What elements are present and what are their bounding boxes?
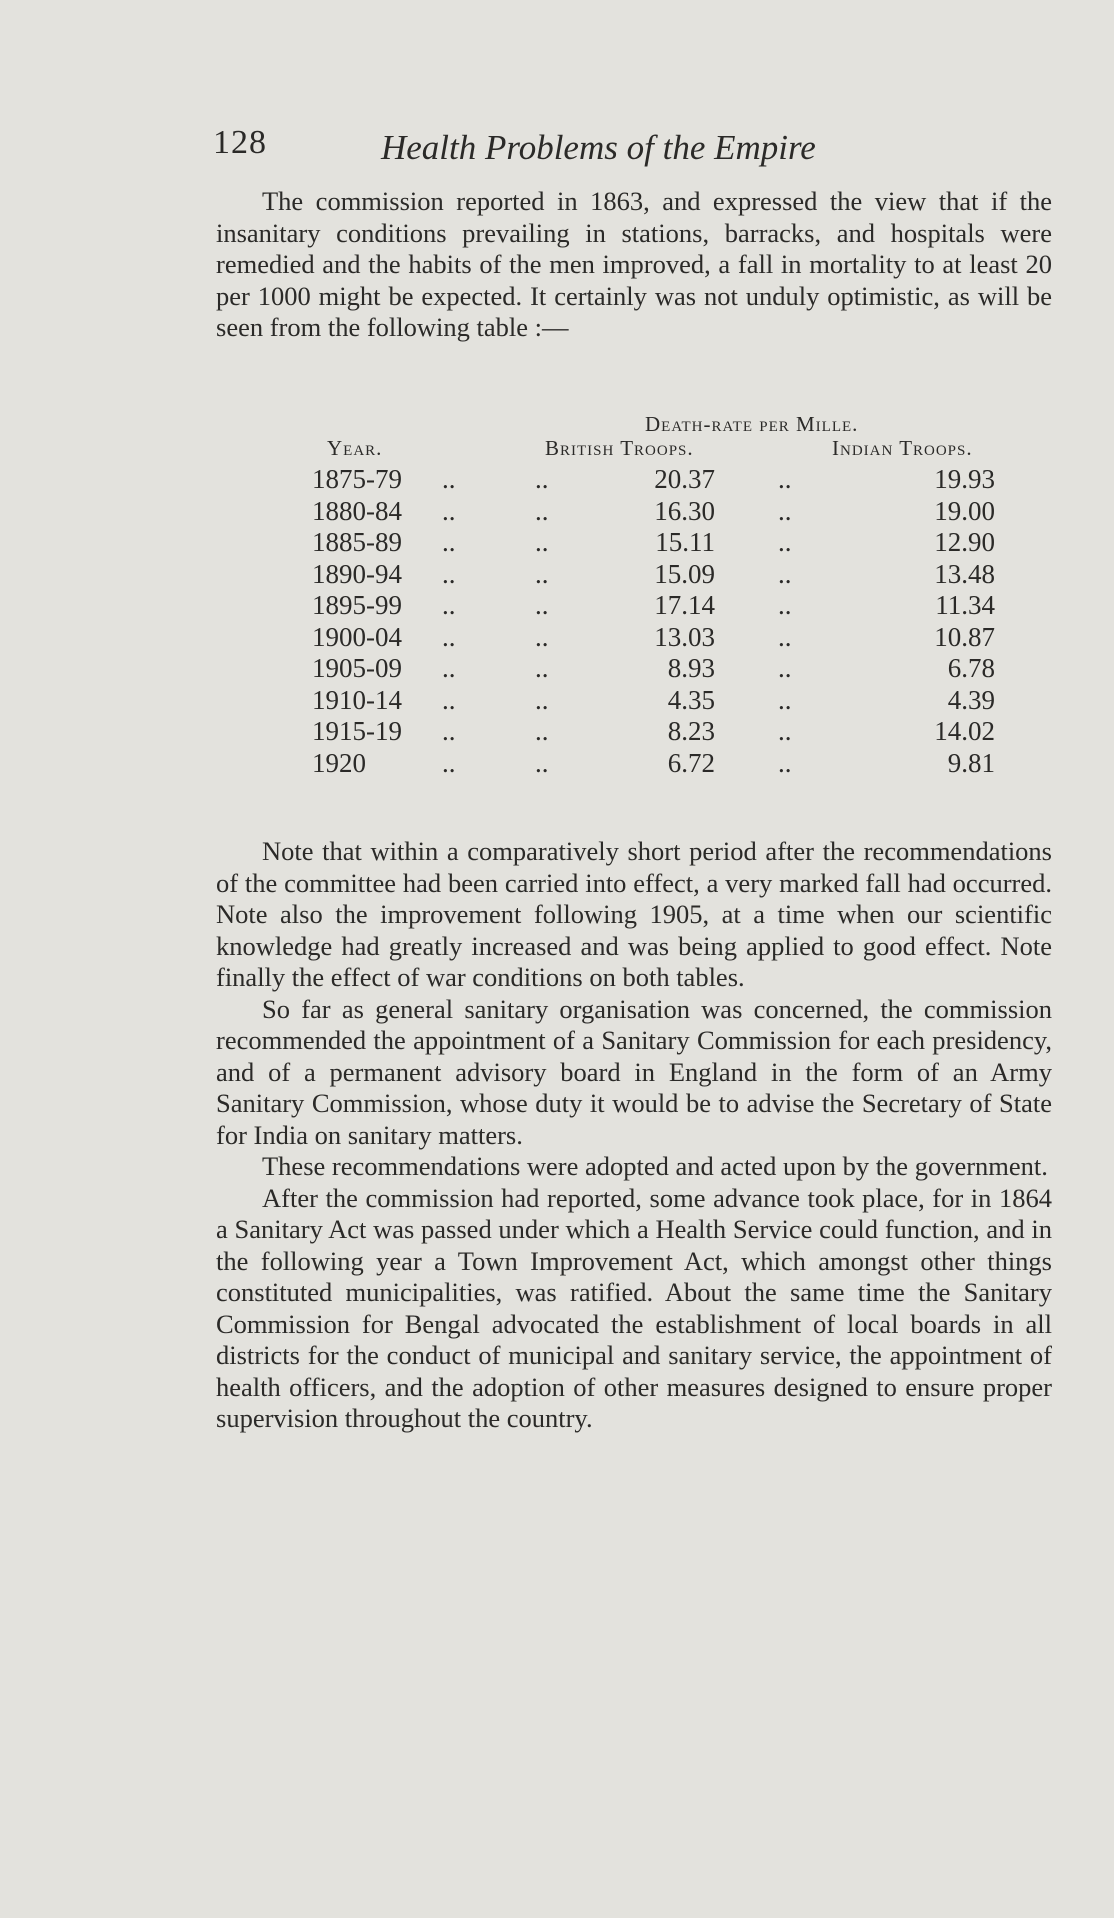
year-cell: 1890-94 xyxy=(312,558,402,589)
british-rate-cell: 6.72 xyxy=(667,747,715,778)
indian-rate-cell: 13.48 xyxy=(934,558,995,589)
leader-dots: .. xyxy=(442,716,456,746)
british-rate-cell: 15.11 xyxy=(655,527,715,557)
year-cell: 1920 xyxy=(312,747,366,778)
table-row xyxy=(215,716,1055,748)
year-cell: 1880-84 xyxy=(312,495,402,526)
leader-dots: .. xyxy=(442,621,456,652)
leader-dots: .. xyxy=(442,527,456,557)
indian-rate-cell: 6.78 xyxy=(947,653,995,683)
leader-dots: .. xyxy=(535,653,549,683)
indian-rate-cell: 10.87 xyxy=(934,621,995,652)
british-rate-cell: 4.35 xyxy=(667,684,715,715)
table-row xyxy=(215,464,1055,496)
indian-rate-cell: 12.90 xyxy=(934,527,995,557)
table-row xyxy=(215,559,1055,591)
running-title: Health Problems of the Empire xyxy=(381,128,816,167)
leader-dots: .. xyxy=(442,464,456,494)
leader-dots: .. xyxy=(535,716,549,746)
paragraph: So far as general sanitary organisation was concerned, the commission recommended the appointment of a Sanitary Commission for each presidency, and of a permanent advisory board in England in the form of an Army Sanitary Commission, whose duty it would be to advise the Secretary of State for India on sanitary matters. xyxy=(216,993,1052,1150)
leader-dots: .. xyxy=(778,747,792,778)
paragraph: After the commission had reported, some advance took place, for in 1864 a Sanitary Act was passed under which a Health Service could function, and in the following year a Town Improvement Act, which amongst other things constituted municipalities, was ratified. About the same time the Sanitary Commission for Bengal advocated the establishment of local boards in all districts for the conduct of municipal and sanitary service, the appointment of health officers, and the adoption of other measures designed to ensure proper supervision throughout the country. xyxy=(216,1182,1052,1433)
table-row xyxy=(215,653,1055,685)
column-header-british: British Troops. xyxy=(545,436,694,460)
british-rate-cell: 17.14 xyxy=(654,590,715,620)
leader-dots: .. xyxy=(778,684,792,715)
column-header-indian: Indian Troops. xyxy=(832,436,973,460)
table-row xyxy=(215,590,1055,622)
leader-dots: .. xyxy=(778,495,792,526)
indian-rate-cell: 11.34 xyxy=(935,590,995,620)
table-body xyxy=(215,464,1055,779)
leader-dots: .. xyxy=(778,464,792,494)
british-rate-cell: 8.23 xyxy=(667,716,715,746)
indian-rate-cell: 19.00 xyxy=(934,495,995,526)
indian-rate-cell: 14.02 xyxy=(934,716,995,746)
leader-dots: .. xyxy=(442,558,456,589)
table-row xyxy=(215,496,1055,528)
leader-dots: .. xyxy=(778,716,792,746)
leader-dots: .. xyxy=(778,621,792,652)
year-cell: 1875-79 xyxy=(312,464,402,494)
page-number: 128 xyxy=(213,124,267,161)
year-cell: 1885-89 xyxy=(312,527,402,557)
paragraph: Note that within a comparatively short period after the recommendations of the committee had been carried into effect, a very marked fall had occurred. Note also the improvement following 1905, at a time when our scientific knowledge had greatly increased and was being applied to good effect. Note finally the effect of war conditions on both tables. xyxy=(216,836,1052,992)
leader-dots: .. xyxy=(535,495,549,526)
leader-dots: .. xyxy=(442,653,456,683)
table-row xyxy=(215,622,1055,654)
table-row xyxy=(215,748,1055,780)
leader-dots: .. xyxy=(535,558,549,589)
year-cell: 1915-19 xyxy=(312,716,402,746)
leader-dots: .. xyxy=(535,527,549,557)
british-rate-cell: 16.30 xyxy=(654,495,715,526)
leader-dots: .. xyxy=(442,495,456,526)
table-row xyxy=(215,685,1055,717)
year-cell: 1900-04 xyxy=(312,621,402,652)
table-group-header: Death-rate per Mille. xyxy=(645,412,859,436)
column-header-year: Year. xyxy=(327,436,383,460)
leader-dots: .. xyxy=(535,464,549,494)
paragraph: These recommendations were adopted and acted upon by the government. xyxy=(262,1151,1048,1181)
leader-dots: .. xyxy=(535,590,549,620)
year-cell: 1905-09 xyxy=(312,653,402,683)
british-rate-cell: 15.09 xyxy=(654,558,715,589)
leader-dots: .. xyxy=(778,653,792,683)
british-rate-cell: 13.03 xyxy=(654,621,715,652)
leader-dots: .. xyxy=(535,747,549,778)
leader-dots: .. xyxy=(442,747,456,778)
year-cell: 1910-14 xyxy=(312,684,402,715)
table-row xyxy=(215,527,1055,559)
year-cell: 1895-99 xyxy=(312,590,402,620)
intro-paragraph-text: The commission reported in 1863, and expressed the view that if the insanitary conditions prevailing in stations, barracks, and hospitals were remedied and the habits of the men improved, a fall in mortality to at least 20 per 1000 might be expected. It certainly was not unduly optimistic, as will be seen from the following table :— xyxy=(216,186,1052,342)
british-rate-cell: 20.37 xyxy=(654,464,715,494)
leader-dots: .. xyxy=(778,527,792,557)
running-header xyxy=(213,118,933,178)
leader-dots: .. xyxy=(778,590,792,620)
indian-rate-cell: 19.93 xyxy=(934,464,995,494)
indian-rate-cell: 9.81 xyxy=(947,747,995,778)
body-text xyxy=(216,836,1052,1435)
leader-dots: .. xyxy=(778,558,792,589)
intro-paragraph xyxy=(216,186,1052,344)
leader-dots: .. xyxy=(535,684,549,715)
indian-rate-cell: 4.39 xyxy=(947,684,995,715)
british-rate-cell: 8.93 xyxy=(667,653,715,683)
leader-dots: .. xyxy=(442,590,456,620)
leader-dots: .. xyxy=(442,684,456,715)
leader-dots: .. xyxy=(535,621,549,652)
